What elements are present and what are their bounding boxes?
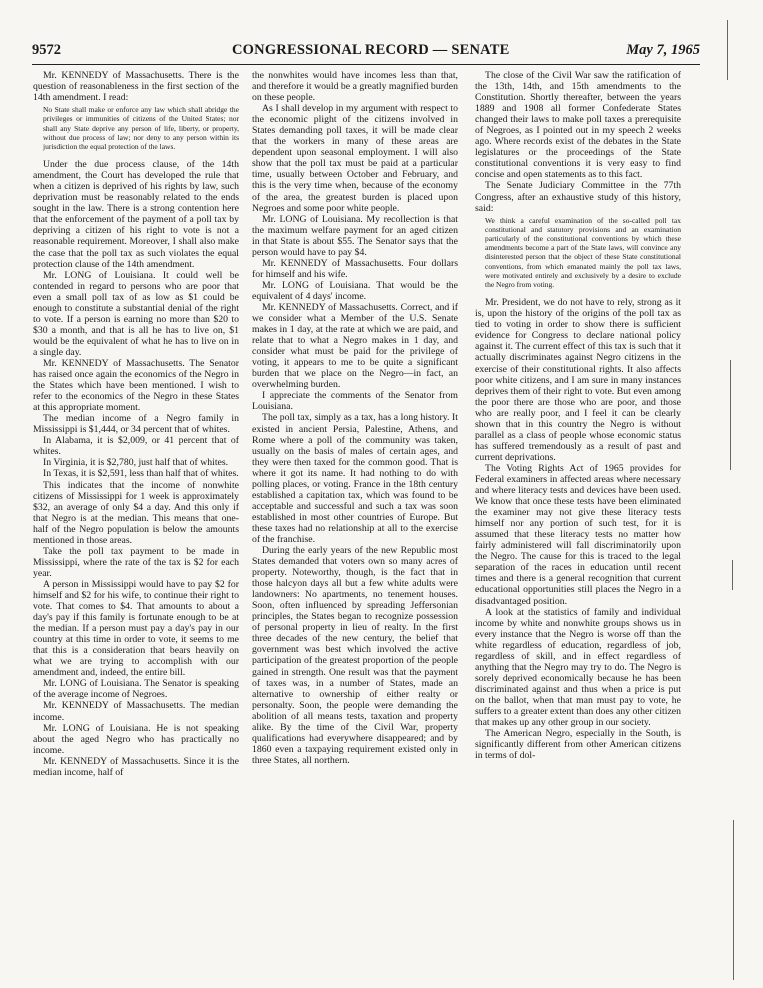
paragraph: Mr. KENNEDY of Massachusetts. The median income. [33, 700, 239, 723]
paragraph: The American Negro, especially in the South, is significantly different from other American citizens in terms of dol- [475, 728, 681, 762]
paragraph: A look at the statistics of family and individual income by white and nonwhite groups shows us in every instance that the Negro is worse off than the white regardless of education, regardless of job, regardless of skill, and in effect regardless of anything that the Negro may try to do. The Negro is sorely deprived economically because he has been discriminated against and thus when a price is put on the ballot, when that man must pay to vote, he suffers to a greater extent than does any other citizen that makes up any other group in our society. [475, 606, 681, 729]
text-column-2 [252, 70, 458, 766]
issue-date: May 7, 1965 [626, 42, 700, 58]
paragraph: The Senate Judiciary Committee in the 77th Congress, after an exhaustive study of this history, said: [475, 180, 681, 214]
paragraph: In Alabama, it is $2,009, or 41 percent that of whites. [33, 435, 239, 458]
paragraph: The close of the Civil War saw the ratification of the 13th, 14th, and 15th amendments to the Constitution. Shortly thereafter, between the years 1889 and 1908 all former Confederate States changed their laws to make poll taxes a prerequisite of Negroes, as I pointed out in my speech 2 weeks ago. Where records exist of the debates in the State legislatures or the proceedings of the State constitutional conventions it is very easy to find concise and open statements as to this fact. [475, 70, 681, 181]
paragraph: Mr. LONG of Louisiana. The Senator is speaking of the average income of Negroes. [33, 678, 239, 701]
paragraph: In Texas, it is $2,591, less than half that of whites. [43, 468, 239, 480]
page-header [32, 40, 700, 64]
paragraph: the nonwhites would have incomes less than that, and therefore it would be a greatly magnified burden on these people. [252, 70, 458, 104]
header-rule [32, 64, 700, 65]
paragraph: Under the due process clause, of the 14th amendment, the Court has developed the rule that when a citizen is deprived of his rights by law, such deprivation must be reasonably related to the ends sought in the law. There is a strong contention here that the enforcement of the payment of a poll tax by depriving a citizen of his right to vote is not a reasonable requirement. Moreover, I shall also make the case that the poll tax as such violates the equal protection clause of the 14th amendment. [33, 159, 239, 270]
block-quote: No State shall make or enforce any law which shall abridge the privileges or immunities of citizens of the United States; nor shall any State deprive any person of life, liberty, or property, without due process of law; nor deny to any person within its jurisdiction the equal protection of the laws. [43, 105, 239, 151]
paragraph: Mr. KENNEDY of Massachusetts. The Senator has raised once again the economics of the Negro in the States which have been mentioned. I wish to refer to the economics of the Negro in these States at this appropriate moment. [33, 358, 239, 414]
paragraph: Mr. LONG of Louisiana. That would be the equivalent of 4 days' income. [252, 279, 458, 302]
margin-scan-marks [703, 0, 763, 988]
paragraph: Mr. LONG of Louisiana. He is not speaking about the aged Negro who has practically no income. [33, 722, 239, 756]
paragraph: The median income of a Negro family in Mississippi is $1,444, or 34 percent that of whites. [33, 413, 239, 436]
paragraph: As I shall develop in my argument with respect to the economic plight of the citizens involved in States demanding poll taxes, it will be made clear that the workers in many of these areas are dependent upon seasonal employment. I will also show that the poll tax must be paid at a particular time, usually between October and February, and this is the very time when, because of the economy of the area, the greatest burden is placed upon Negroes and some poor white people. [252, 103, 458, 214]
paragraph: A person in Mississippi would have to pay $2 for himself and $2 for his wife, to continue their right to vote. That comes to $4. That amounts to about a day's pay if this family is fortunate enough to be at the median. If a person must pay a day's pay in our country at this time in order to vote, it seems to me that this is a consideration that bears heavily on what we are trying to accomplish with our amendment and, indeed, the entire bill. [33, 578, 239, 679]
paragraph: Mr. President, we do not have to rely, strong as it is, upon the history of the origins of the poll tax as tied to voting in order to show there is sufficient evidence for Congress to declare national policy against it. The current effect of this tax is such that it actually discriminates against Negro citizens in the exercise of their constitutional rights. It also affects poor white citizens, and I am sure in many instances deprives them of their right to vote. But even among the poor there are those who are poor, and those who are really poor, and I feel it can be clearly shown that in this country the Negro is without parallel as a class of people whose economic status has suffered tremendously as a result of past and current deprivations. [475, 297, 681, 463]
paragraph: Mr. LONG of Louisiana. It could well be contended in regard to persons who are poor that even a small poll tax of as low as $1 could be enough to constitute a substantial denial of the right to vote. If a person is earning no more than $20 to $30 a month, and that is all he has to live on, $1 would be the equivalent of what he has to live on in a single day. [33, 269, 239, 358]
paragraph: I appreciate the comments of the Senator from Louisiana. [252, 390, 458, 413]
paragraph: The Voting Rights Act of 1965 provides for Federal examiners in affected areas where necessary and where literacy tests and devices have been used. We know that once these tests have been eliminated the examiner may not give these literacy tests himself nor any portion of such test, for it is assumed that these literacy tests no matter how fairly administered will fall discriminatorily upon the Negro. The cause for this is traced to the legal separation of the races in education until recent times and there is a general recognition that current educational opportunities still places the Negro in a disadvantaged position. [475, 462, 681, 607]
text-column-1 [33, 70, 239, 778]
paragraph: During the early years of the new Republic most States demanded that voters own so many acres of property. Noteworthy, though, is the fact that in those halcyon days all but a few white adults were landowners: No apartments, no tenement houses. Soon, often influenced by spreading Jeffersonian principles, the States began to recognize possession of personal property in lieu of realty. In the first three decades of the new century, the belief that government was best which involved the active participation of the greatest proportion of the people gained in strength. One result was that the payment of taxes was, in a number of States, made an alternative to ownership of either realty or personalty. Soon, the people were demanding the abolition of all means tests, taxation and property alike. By the time of the Civil War, property qualifications had everywhere disappeared; and by 1860 even a taxpaying requirement existed only in three States, all northern. [252, 545, 458, 766]
paragraph: In Virginia, it is $2,780, just half that of whites. [43, 457, 229, 469]
paragraph: This indicates that the income of nonwhite citizens of Mississippi for 1 week is approximately $32, an average of only $4 a day. And this only if that Negro is at the median. This means that one-half of the Negro population is below the amounts mentioned in those areas. [33, 479, 239, 546]
paragraph: Mr. KENNEDY of Massachusetts. Four dollars for himself and his wife. [252, 257, 458, 280]
paragraph: The poll tax, simply as a tax, has a long history. It existed in ancient Persia, Palestine, Athens, and Rome where a poll of the community was taken, usually on the basis of males of certain ages, and they were then taxed for the common good. That is where it got its name. It had nothing to do with polling places, or voting. France in the 18th century established a capitation tax, which was found to be acceptable and successful and such a tax was soon established in most other countries of Europe. But these taxes had no relationship at all to the exercise of the franchise. [252, 412, 458, 545]
paragraph: Mr. KENNEDY of Massachusetts. Correct, and if we consider what a Member of the U.S. Senate makes in 1 day, at the rate at which we are paid, and relate that to what a Negro makes in 1 day, and consider what must be paid for the privilege of voting, it appears to me to be quite a significant burden that we place on the Negro—in fact, an overwhelming burden. [252, 301, 458, 391]
paragraph: Mr. KENNEDY of Massachusetts. Since it is the median income, half of [33, 755, 239, 778]
paragraph: Mr. LONG of Louisiana. My recollection is that the maximum welfare payment for an aged citizen in that State is about $55. The Senator says that the person would have to pay $4. [252, 213, 458, 258]
page-number: 9572 [32, 42, 61, 58]
paragraph: Mr. KENNEDY of Massachusetts. There is the question of reasonableness in the first section of the 14th amendment. I read: [33, 70, 239, 104]
running-title: CONGRESSIONAL RECORD — SENATE [232, 42, 510, 58]
paragraph: Take the poll tax payment to be made in Mississippi, where the rate of the tax is $2 for each year. [33, 545, 239, 579]
block-quote: We think a careful examination of the so-called poll tax constitutional and statutory provisions and an examination particularly of the constitutional conventions by which these amendments become a part of the State laws, will convince any disinterested person that the object of these State constitutional conventions, from which emanated mainly the poll tax laws, were motivated entirely and exclusively by a desire to exclude the Negro from voting. [485, 215, 681, 290]
text-column-3 [475, 70, 681, 761]
